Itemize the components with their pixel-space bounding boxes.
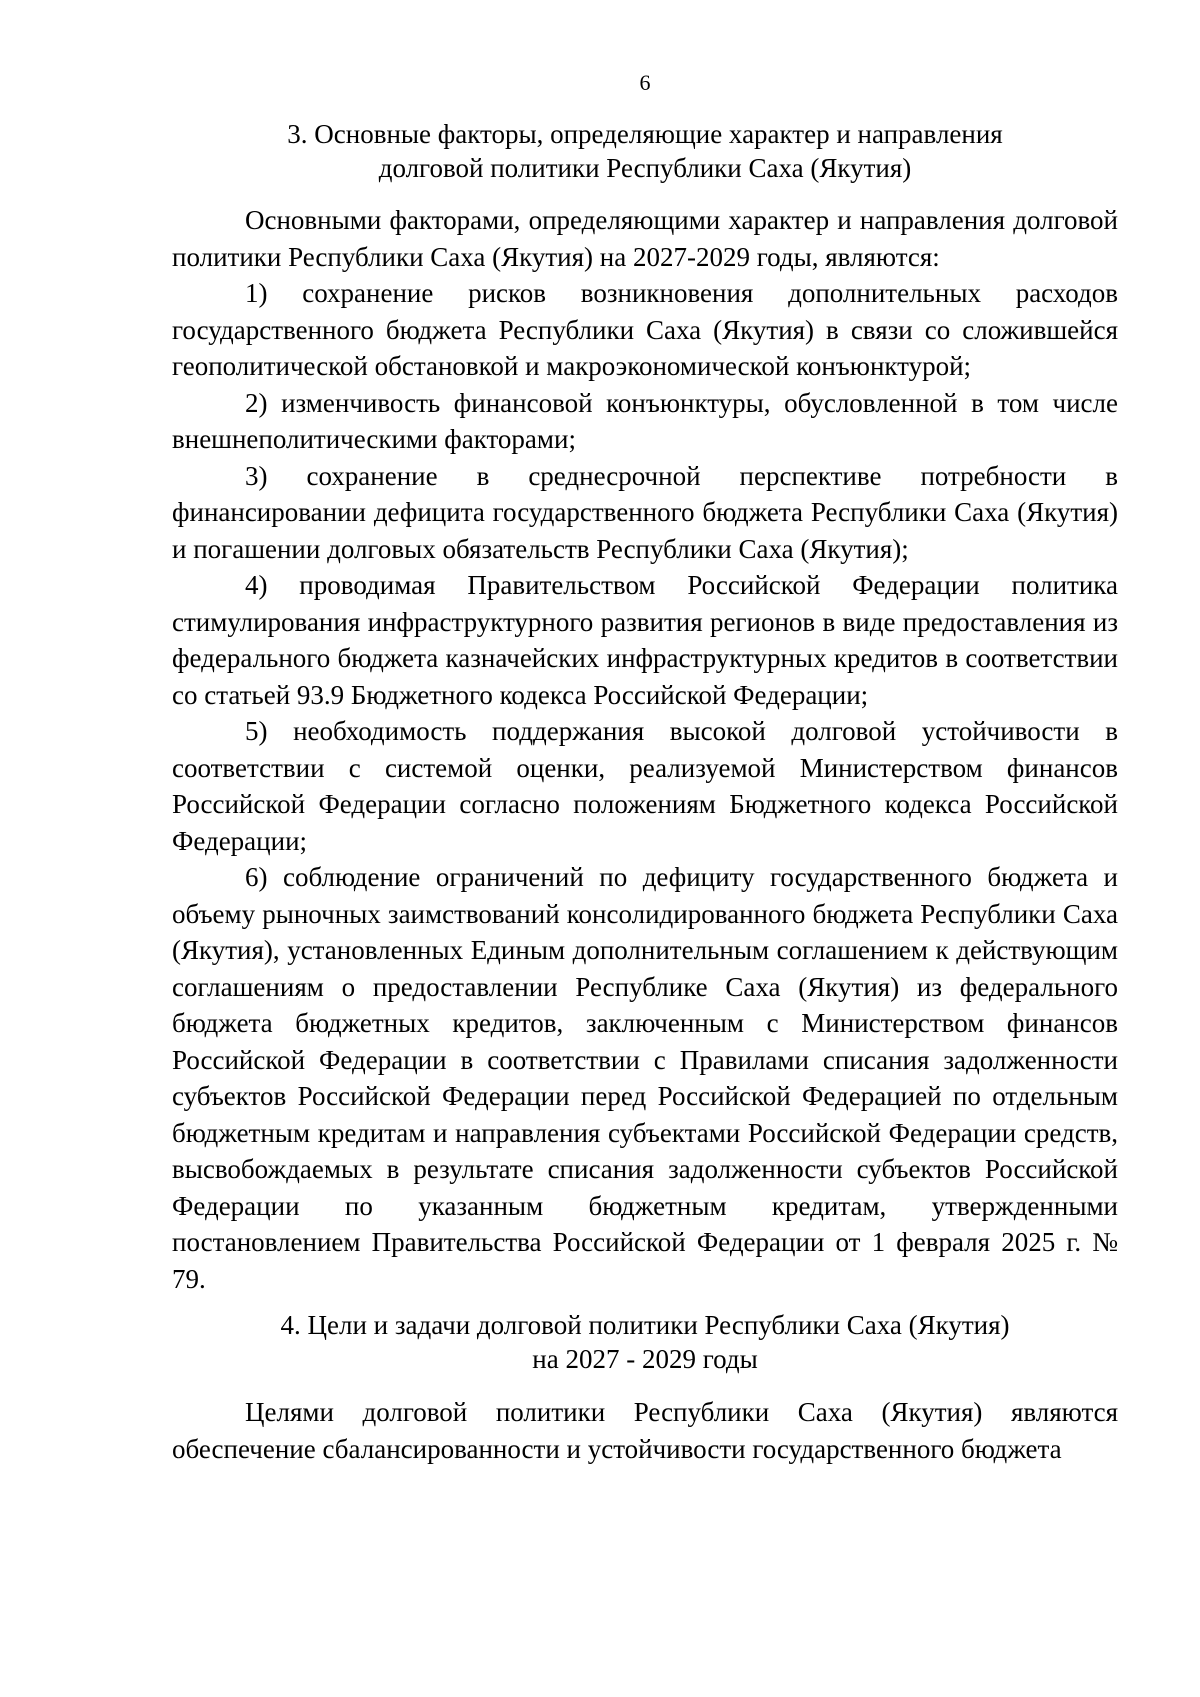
factor-item-2: 2) изменчивость финансовой конъюнктуры, обусловленной в том числе внешнеполитическими факторами; xyxy=(172,387,1118,454)
page-number: 6 xyxy=(639,70,651,95)
factor-item-4: 4) проводимая Правительством Российской Федерации политика стимулирования инфраструктурного развития регионов в виде предоставления из федерального бюджета казначейских инфраструктурных кредитов в соответствии со статьей 93.9 Бюджетного кодекса Российской Федерации; xyxy=(172,570,1118,710)
section-4-intro-paragraph: Целями долговой политики Республики Саха (Якутия) являются обеспечение сбалансированности и устойчивости государственного бюджета xyxy=(172,1397,1118,1464)
section-3-heading-line-1: 3. Основные факторы, определяющие характер и направления xyxy=(287,119,1003,149)
factor-item-3: 3) сохранение в среднесрочной перспективе потребности в финансировании дефицита государственного бюджета Республики Саха (Якутия) и погашении долговых обязательств Республики Саха (Якутия); xyxy=(172,460,1118,564)
section-3-heading-line-2: долговой политики Республики Саха (Якутия) xyxy=(378,153,912,183)
section-4-heading-line-2: на 2027 - 2029 годы xyxy=(532,1344,758,1374)
factor-item-1: 1) сохранение рисков возникновения дополнительных расходов государственного бюджета Республики Саха (Якутия) в связи со сложившейся геополитической обстановкой и макроэкономической конъюнктурой; xyxy=(172,278,1118,381)
factor-item-6: 6) соблюдение ограничений по дефициту государственного бюджета и объему рыночных заимствований консолидированного бюджета Республики Саха (Якутия), установленных Единым дополнительным соглашением к действующим соглашениям о предоставлении Республике Саха (Якутия) из федерального бюджета бюджетных кредитов, заключенным с Министерством финансов Российской Федерации в соответствии с Правилами списания задолженности субъектов Российской Федерации перед Российской Федерацией по отдельным бюджетным кредитам и направления субъектами Российской Федерации средств, высвобождаемых в результате списания задолженности субъектов Российской Федерации по указанным бюджетным кредитам, утвержденными постановлением Правительства Российской Федерации от 1 февраля 2025 г. № 79. xyxy=(172,862,1118,1294)
section-4-body xyxy=(172,1394,1118,1467)
section-4-heading-line-1: 4. Цели и задачи долговой политики Республики Саха (Якутия) xyxy=(280,1310,1010,1340)
section-3-intro-paragraph: Основными факторами, определяющими характер и направления долговой политики Республики Саха (Якутия) на 2027-2029 годы, являются: xyxy=(172,205,1118,272)
section-3-heading xyxy=(172,117,1118,185)
section-3-body xyxy=(172,202,1118,1297)
section-4-heading xyxy=(172,1308,1118,1376)
factor-item-5: 5) необходимость поддержания высокой долговой устойчивости в соответствии с системой оценки, реализуемой Министерством финансов Российской Федерации согласно положениям Бюджетного кодекса Российской Федерации; xyxy=(172,716,1118,856)
